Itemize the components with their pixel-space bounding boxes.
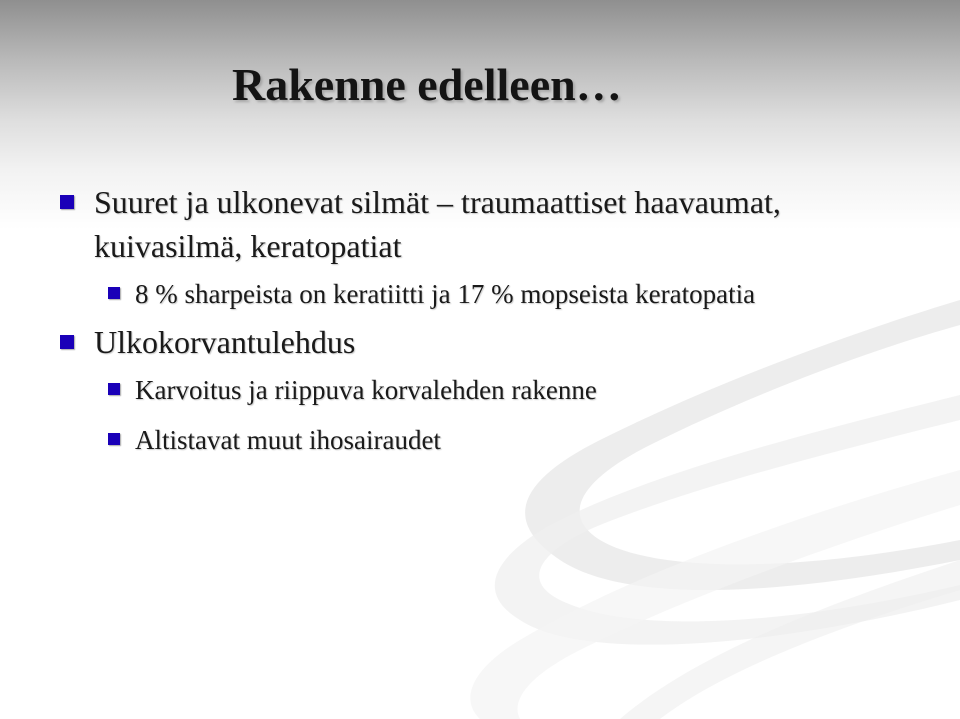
square-bullet-icon	[108, 383, 120, 395]
subbullet-item	[108, 370, 840, 410]
bullet-text: Ulkokorvantulehdus	[94, 324, 356, 360]
subbullet-item	[108, 420, 840, 460]
square-bullet-icon	[60, 195, 74, 209]
subbullet-text: Altistavat muut ihosairaudet	[135, 425, 441, 455]
bullet-item	[60, 180, 840, 268]
square-bullet-icon	[108, 287, 120, 299]
subbullet-text: Karvoitus ja riippuva korvalehden rakenne	[135, 375, 597, 405]
slide-content	[60, 180, 840, 460]
square-bullet-icon	[60, 335, 74, 349]
slide-title: Rakenne edelleen…	[232, 59, 622, 110]
subbullet-item	[108, 274, 840, 314]
bullet-text: Suuret ja ulkonevat silmät – traumaattiset haavaumat, kuivasilmä, keratopatiat	[94, 184, 781, 264]
square-bullet-icon	[108, 433, 120, 445]
bullet-item	[60, 320, 840, 364]
subbullet-text: 8 % sharpeista on keratiitti ja 17 % mopseista keratopatia	[135, 279, 756, 309]
